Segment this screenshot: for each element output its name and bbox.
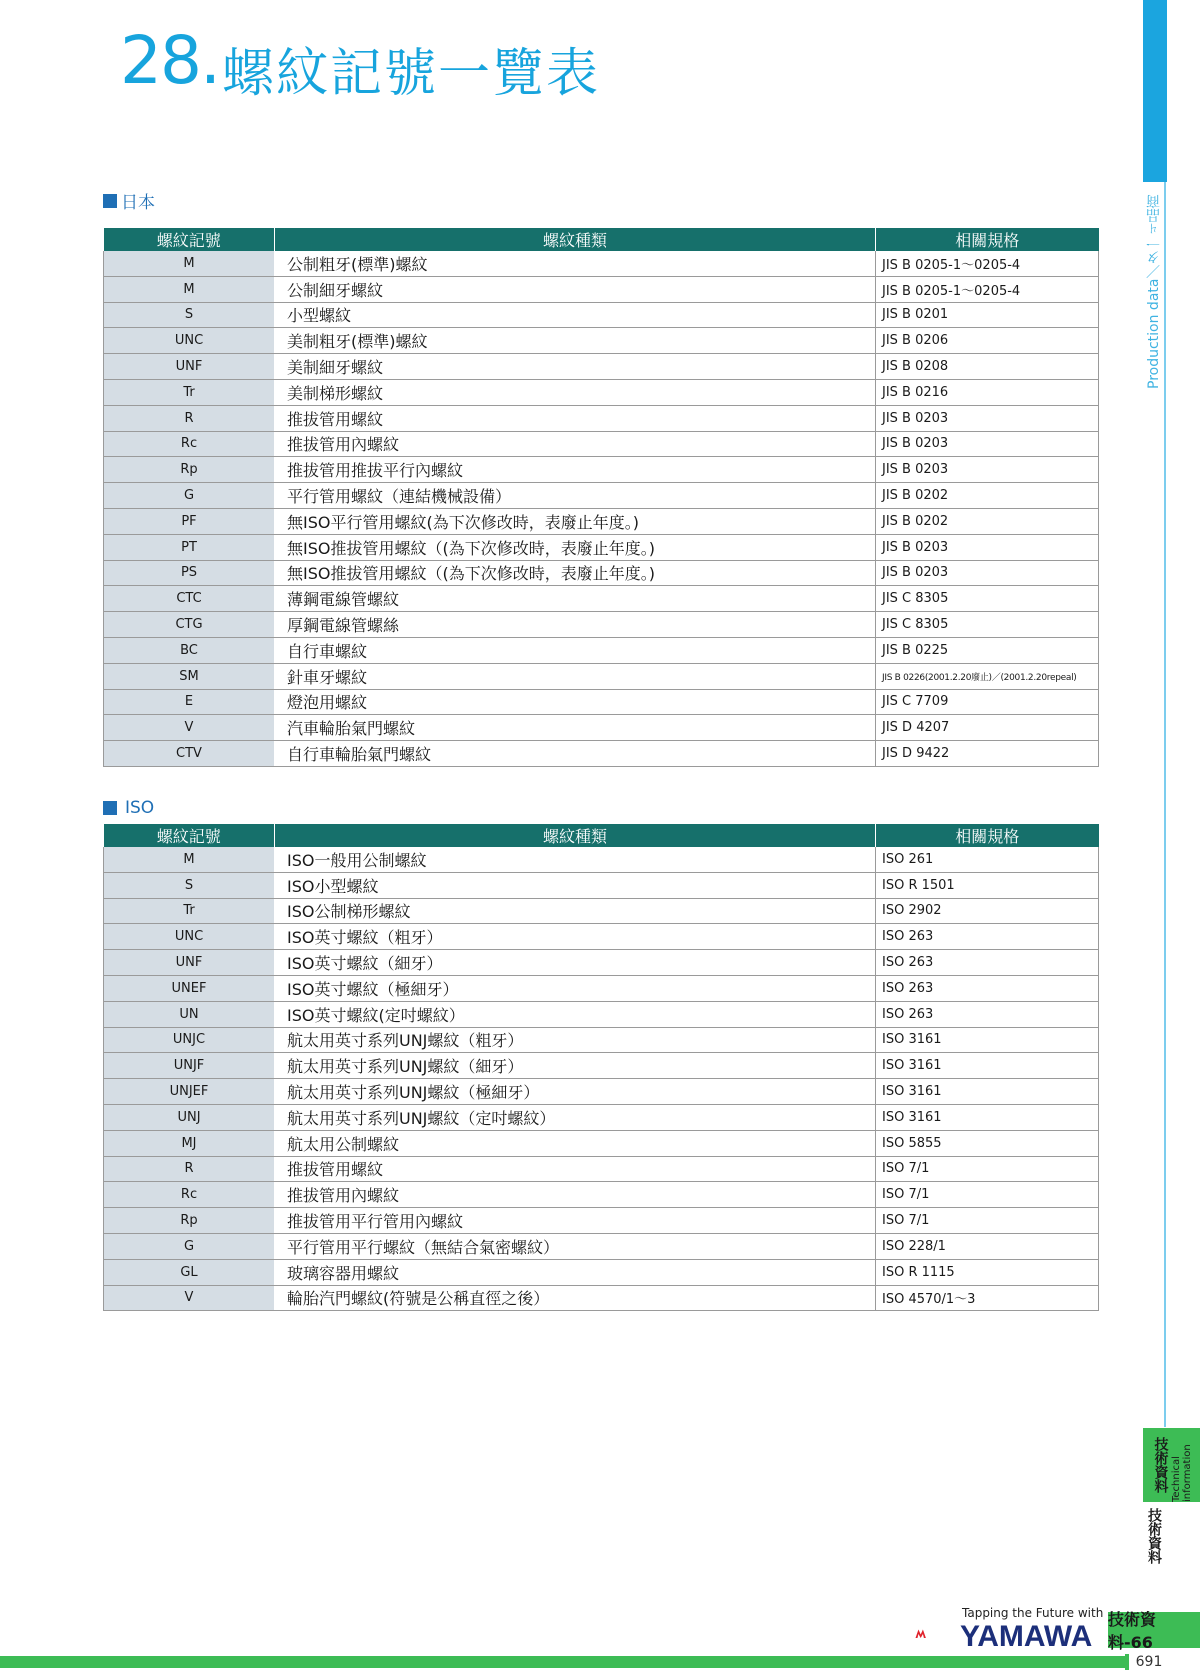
table-row bbox=[104, 354, 1099, 380]
thread-type-cell: 小型螺紋 bbox=[275, 302, 876, 328]
standard-cell: ISO 5855 bbox=[876, 1130, 1099, 1156]
thread-type-cell: 無ISO推拔管用螺紋（(為下次修改時，表廢止年度。) bbox=[275, 534, 876, 560]
standard-cell: JIS C 7709 bbox=[876, 689, 1099, 715]
thread-type-cell: 航太用英寸系列UNJ螺紋（定吋螺紋） bbox=[275, 1104, 876, 1130]
table-row bbox=[104, 1104, 1099, 1130]
standard-cell: ISO 3161 bbox=[876, 1104, 1099, 1130]
table-row bbox=[104, 1233, 1099, 1259]
table-row bbox=[104, 431, 1099, 457]
thread-type-cell: 航太用英寸系列UNJ螺紋（極細牙） bbox=[275, 1079, 876, 1105]
standard-cell: ISO 3161 bbox=[876, 1027, 1099, 1053]
standard-cell: JIS B 0208 bbox=[876, 354, 1099, 380]
table-row bbox=[104, 560, 1099, 586]
table-row bbox=[104, 1259, 1099, 1285]
table-header-row bbox=[104, 824, 1099, 847]
standard-cell: ISO 2902 bbox=[876, 898, 1099, 924]
thread-type-cell: ISO英寸螺紋（細牙） bbox=[275, 950, 876, 976]
standard-cell: JIS B 0203 bbox=[876, 405, 1099, 431]
table-row bbox=[104, 1208, 1099, 1234]
vertical-section-label: 技術資料 bbox=[1146, 1508, 1162, 1564]
standard-cell: ISO 263 bbox=[876, 950, 1099, 976]
thread-type-cell: 公制粗牙(標準)螺紋 bbox=[275, 251, 876, 276]
thread-type-cell: 航太用英寸系列UNJ螺紋（細牙） bbox=[275, 1053, 876, 1079]
table-row bbox=[104, 689, 1099, 715]
standard-cell: JIS D 4207 bbox=[876, 715, 1099, 741]
thread-code-cell: Tr bbox=[104, 379, 275, 405]
thread-type-cell: 推拔管用內螺紋 bbox=[275, 1182, 876, 1208]
thread-type-cell: ISO英寸螺紋（粗牙） bbox=[275, 924, 876, 950]
standard-cell: JIS B 0216 bbox=[876, 379, 1099, 405]
table-row bbox=[104, 251, 1099, 276]
thread-code-cell: BC bbox=[104, 637, 275, 663]
thread-type-cell: 針車牙螺紋 bbox=[275, 663, 876, 689]
thread-code-cell: M bbox=[104, 251, 275, 276]
table-row bbox=[104, 483, 1099, 509]
standard-cell: JIS B 0203 bbox=[876, 534, 1099, 560]
thread-code-cell: UNJF bbox=[104, 1053, 275, 1079]
table-row bbox=[104, 1001, 1099, 1027]
thread-code-cell: UNC bbox=[104, 328, 275, 354]
thread-code-cell: CTG bbox=[104, 612, 275, 638]
thread-code-cell: G bbox=[104, 1233, 275, 1259]
standard-cell: JIS B 0201 bbox=[876, 302, 1099, 328]
table-row bbox=[104, 405, 1099, 431]
table-row bbox=[104, 612, 1099, 638]
thread-type-cell: 推拔管用螺紋 bbox=[275, 405, 876, 431]
thread-code-cell: Rp bbox=[104, 457, 275, 483]
thread-code-cell: GL bbox=[104, 1259, 275, 1285]
thread-code-cell: PS bbox=[104, 560, 275, 586]
standard-cell: JIS B 0203 bbox=[876, 431, 1099, 457]
thread-code-cell: UNF bbox=[104, 354, 275, 380]
standard-cell: JIS B 0226(2001.2.20廢止)／(2001.2.20repeal) bbox=[876, 663, 1099, 689]
standard-cell: ISO 263 bbox=[876, 924, 1099, 950]
thread-code-cell: G bbox=[104, 483, 275, 509]
column-header-code: 螺紋記號 bbox=[104, 228, 275, 251]
thread-type-cell: 厚鋼電線管螺絲 bbox=[275, 612, 876, 638]
thread-code-cell: UNEF bbox=[104, 975, 275, 1001]
standard-cell: JIS B 0225 bbox=[876, 637, 1099, 663]
thread-type-cell: ISO公制梯形螺紋 bbox=[275, 898, 876, 924]
table-row bbox=[104, 898, 1099, 924]
thread-code-cell: CTC bbox=[104, 586, 275, 612]
thread-code-cell: V bbox=[104, 715, 275, 741]
thread-code-cell: PT bbox=[104, 534, 275, 560]
thread-code-cell: UNJ bbox=[104, 1104, 275, 1130]
thread-code-cell: S bbox=[104, 302, 275, 328]
thread-type-cell: 公制細牙螺紋 bbox=[275, 276, 876, 302]
standard-cell: JIS B 0205-1～0205-4 bbox=[876, 276, 1099, 302]
table-row bbox=[104, 534, 1099, 560]
thread-code-cell: UN bbox=[104, 1001, 275, 1027]
thread-code-cell: R bbox=[104, 405, 275, 431]
thread-code-cell: Rc bbox=[104, 431, 275, 457]
standard-cell: JIS B 0203 bbox=[876, 560, 1099, 586]
page-label-badge: 技術資料-66 bbox=[1108, 1612, 1200, 1648]
thread-type-cell: 輪胎汽門螺紋(符號是公稱直徑之後） bbox=[275, 1285, 876, 1311]
iso-thread-table bbox=[103, 824, 1099, 1311]
sidebar-accent-bar bbox=[1143, 0, 1167, 182]
table-row bbox=[104, 847, 1099, 872]
thread-type-cell: 航太用英寸系列UNJ螺紋（粗牙） bbox=[275, 1027, 876, 1053]
standard-cell: JIS B 0203 bbox=[876, 457, 1099, 483]
thread-type-cell: 自行車螺紋 bbox=[275, 637, 876, 663]
table-row bbox=[104, 975, 1099, 1001]
standard-cell: JIS C 8305 bbox=[876, 586, 1099, 612]
thread-type-cell: ISO一般用公制螺紋 bbox=[275, 847, 876, 872]
table-row bbox=[104, 328, 1099, 354]
table-header-row bbox=[104, 228, 1099, 251]
thread-code-cell: PF bbox=[104, 508, 275, 534]
thread-code-cell: SM bbox=[104, 663, 275, 689]
table-row bbox=[104, 1027, 1099, 1053]
standard-cell: ISO R 1501 bbox=[876, 872, 1099, 898]
sidebar-label: Production data／タ一ㄐ品商 bbox=[1146, 195, 1162, 390]
thread-type-cell: ISO英寸螺紋（極細牙） bbox=[275, 975, 876, 1001]
thread-type-cell: 無ISO推拔管用螺紋（(為下次修改時，表廢止年度。) bbox=[275, 560, 876, 586]
thread-code-cell: Tr bbox=[104, 898, 275, 924]
thread-type-cell: 玻璃容器用螺紋 bbox=[275, 1259, 876, 1285]
thread-type-cell: 推拔管用推拔平行內螺紋 bbox=[275, 457, 876, 483]
thread-type-cell: 無ISO平行管用螺紋(為下次修改時，表廢止年度。) bbox=[275, 508, 876, 534]
thread-type-cell: 燈泡用螺紋 bbox=[275, 689, 876, 715]
column-header-type: 螺紋種類 bbox=[275, 228, 876, 251]
thread-type-cell: 推拔管用內螺紋 bbox=[275, 431, 876, 457]
table-row bbox=[104, 637, 1099, 663]
table-row bbox=[104, 715, 1099, 741]
table-row bbox=[104, 1182, 1099, 1208]
table-row bbox=[104, 1156, 1099, 1182]
thread-type-cell: 平行管用螺紋（連結機械設備） bbox=[275, 483, 876, 509]
footer-brand: YAMAWA bbox=[960, 1620, 1093, 1653]
standard-cell: JIS B 0206 bbox=[876, 328, 1099, 354]
thread-code-cell: UNF bbox=[104, 950, 275, 976]
thread-code-cell: M bbox=[104, 276, 275, 302]
thread-type-cell: 推拔管用平行管用內螺紋 bbox=[275, 1208, 876, 1234]
standard-cell: JIS B 0202 bbox=[876, 483, 1099, 509]
section-number: 28. bbox=[120, 22, 219, 99]
table-row bbox=[104, 663, 1099, 689]
column-header-type: 螺紋種類 bbox=[275, 824, 876, 847]
column-header-code: 螺紋記號 bbox=[104, 824, 275, 847]
thread-code-cell: R bbox=[104, 1156, 275, 1182]
table-row bbox=[104, 508, 1099, 534]
table-row bbox=[104, 872, 1099, 898]
thread-type-cell: 推拔管用螺紋 bbox=[275, 1156, 876, 1182]
table-row bbox=[104, 1053, 1099, 1079]
thread-code-cell: V bbox=[104, 1285, 275, 1311]
table-row bbox=[104, 586, 1099, 612]
standard-cell: JIS B 0202 bbox=[876, 508, 1099, 534]
standard-cell: ISO 7/1 bbox=[876, 1182, 1099, 1208]
thread-type-cell: 薄鋼電線管螺紋 bbox=[275, 586, 876, 612]
standard-cell: ISO 7/1 bbox=[876, 1208, 1099, 1234]
yamawa-logo-icon bbox=[915, 1614, 961, 1654]
thread-code-cell: MJ bbox=[104, 1130, 275, 1156]
square-bullet-icon bbox=[103, 194, 117, 208]
standard-cell: ISO 3161 bbox=[876, 1053, 1099, 1079]
table-row bbox=[104, 950, 1099, 976]
standard-cell: ISO R 1115 bbox=[876, 1259, 1099, 1285]
table-row bbox=[104, 276, 1099, 302]
thread-type-cell: 自行車輪胎氣門螺紋 bbox=[275, 741, 876, 767]
standard-cell: ISO 7/1 bbox=[876, 1156, 1099, 1182]
section-heading-iso: ISO bbox=[103, 798, 154, 818]
thread-type-cell: 美制梯形螺紋 bbox=[275, 379, 876, 405]
table-row bbox=[104, 1079, 1099, 1105]
thread-code-cell: UNJC bbox=[104, 1027, 275, 1053]
tab-label-en: Technical information bbox=[1170, 1444, 1193, 1502]
square-bullet-icon bbox=[103, 801, 117, 815]
standard-cell: ISO 263 bbox=[876, 1001, 1099, 1027]
thread-code-cell: Rc bbox=[104, 1182, 275, 1208]
tab-label-zh: 技術資料 bbox=[1152, 1437, 1169, 1493]
thread-code-cell: UNJEF bbox=[104, 1079, 275, 1105]
thread-type-cell: ISO英寸螺紋(定吋螺紋） bbox=[275, 1001, 876, 1027]
table-row bbox=[104, 924, 1099, 950]
standard-cell: ISO 261 bbox=[876, 847, 1099, 872]
thread-type-cell: 航太用公制螺紋 bbox=[275, 1130, 876, 1156]
table-row bbox=[104, 379, 1099, 405]
table-row bbox=[104, 741, 1099, 767]
thread-type-cell: ISO小型螺紋 bbox=[275, 872, 876, 898]
column-header-standard: 相關規格 bbox=[876, 824, 1099, 847]
standard-cell: ISO 228/1 bbox=[876, 1233, 1099, 1259]
table-row bbox=[104, 1130, 1099, 1156]
thread-type-cell: 美制細牙螺紋 bbox=[275, 354, 876, 380]
thread-type-cell: 汽車輪胎氣門螺紋 bbox=[275, 715, 876, 741]
table-row bbox=[104, 302, 1099, 328]
thread-code-cell: UNC bbox=[104, 924, 275, 950]
standard-cell: JIS D 9422 bbox=[876, 741, 1099, 767]
thread-type-cell: 美制粗牙(標準)螺紋 bbox=[275, 328, 876, 354]
thread-code-cell: CTV bbox=[104, 741, 275, 767]
section-heading-japan: 日本 bbox=[103, 188, 155, 213]
thread-code-cell: S bbox=[104, 872, 275, 898]
table-row bbox=[104, 1285, 1099, 1311]
technical-info-tab[interactable] bbox=[1143, 1428, 1200, 1502]
standard-cell: JIS C 8305 bbox=[876, 612, 1099, 638]
thread-type-cell: 平行管用平行螺紋（無結合氣密螺紋） bbox=[275, 1233, 876, 1259]
page-number: 691 bbox=[1125, 1654, 1169, 1670]
standard-cell: JIS B 0205-1～0205-4 bbox=[876, 251, 1099, 276]
footer-tagline: Tapping the Future with bbox=[962, 1606, 1104, 1620]
footer-bar bbox=[0, 1656, 1125, 1668]
thread-code-cell: Rp bbox=[104, 1208, 275, 1234]
standard-cell: ISO 263 bbox=[876, 975, 1099, 1001]
column-header-standard: 相關規格 bbox=[876, 228, 1099, 251]
thread-code-cell: M bbox=[104, 847, 275, 872]
table-row bbox=[104, 457, 1099, 483]
thread-code-cell: E bbox=[104, 689, 275, 715]
japan-thread-table bbox=[103, 228, 1099, 767]
standard-cell: ISO 3161 bbox=[876, 1079, 1099, 1105]
page-title: 螺紋記號一覽表 bbox=[222, 44, 601, 104]
standard-cell: ISO 4570/1～3 bbox=[876, 1285, 1099, 1311]
